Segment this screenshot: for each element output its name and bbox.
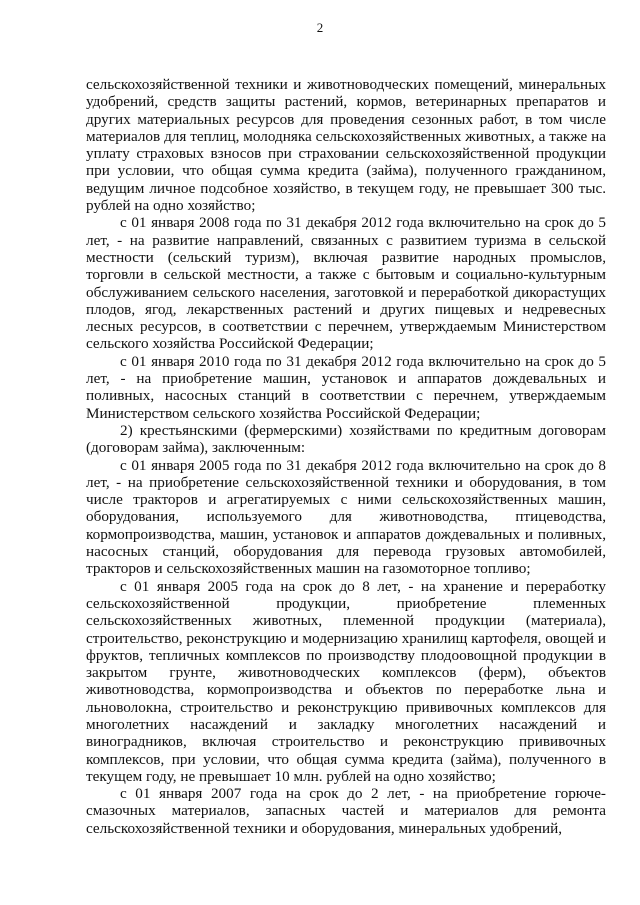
paragraph: с 01 января 2008 года по 31 декабря 2012 года включительно на срок до 5 лет, - на развитие направлений, связанных с развитием туризма в сельской местности (сельский туризм), включая развитие народных промыслов, торговли в сельской местности, а также с бытовым и социально-культурным обслуживанием сельского населения, заготовкой и переработкой дикорастущих плодов, ягод, лекарственных растений и других пищевых и недревесных лесных ресурсов, в соответствии с перечнем, утверждаемым Министерством сельского хозяйства Российской Федерации;: [86, 214, 606, 353]
paragraph: с 01 января 2005 года на срок до 8 лет, - на хранение и переработку сельскохозяйственной продукции, приобретение племенных сельскохозяйственных животных, племенной продукции (материала), строительство, реконструкцию и модернизацию хранилищ картофеля, овощей и фруктов, тепличных комплексов по производству плодоовощной продукции в закрытом грунте, животноводческих комплексов (ферм), объектов животноводства, кормопроизводства и объектов по переработке льна и льноволокна, строительство и реконструкцию прививочных комплексов для многолетних насаждений и закладку многолетних насаждений и виноградников, включая строительство и реконструкцию прививочных комплексов, при условии, что общая сумма кредита (займа), полученного в текущем году, не превышает 10 млн. рублей на одно хозяйство;: [86, 577, 606, 785]
paragraph: с 01 января 2005 года по 31 декабря 2012 года включительно на срок до 8 лет, - на приобретение сельскохозяйственной техники и оборудования, в том числе тракторов и агрегатируемых с ними сельскохозяйственных машин, оборудования, используемого для животноводства, птицеводства, кормопроизводства, машин, установок и аппаратов дождевальных и поливных, насосных станций, оборудования для перевода грузовых автомобилей, тракторов и сельскохозяйственных машин на газомоторное топливо;: [86, 456, 606, 578]
page-number: 2: [316, 20, 324, 35]
paragraph: 2) крестьянскими (фермерскими) хозяйствами по кредитным договорам (договорам займа), заключенным:: [86, 421, 606, 457]
paragraph: с 01 января 2007 года на срок до 2 лет, - на приобретение горюче-смазочных материалов, запасных частей и материалов для ремонта сельскохозяйственной техники и оборудования, минеральных удобрений,: [86, 785, 606, 837]
paragraph: с 01 января 2010 года по 31 декабря 2012 года включительно на срок до 5 лет, - на приобретение машин, установок и аппаратов дождевальных и поливных, насосных станций в соответствии с перечнем, утверждаемым Министерством сельского хозяйства Российской Федерации;: [86, 352, 606, 422]
document-body: [86, 76, 606, 837]
paragraph: сельскохозяйственной техники и животноводческих помещений, минеральных удобрений, средств защиты растений, кормов, ветеринарных препаратов и других материальных ресурсов для проведения сезонных работ, в том числе материалов для теплиц, молодняка сельскохозяйственных животных, а также на уплату страховых взносов при страховании сельскохозяйственной продукции при условии, что общая сумма кредита (займа), полученного гражданином, ведущим личное подсобное хозяйство, в текущем году, не превышает 300 тыс. рублей на одно хозяйство;: [86, 76, 606, 215]
